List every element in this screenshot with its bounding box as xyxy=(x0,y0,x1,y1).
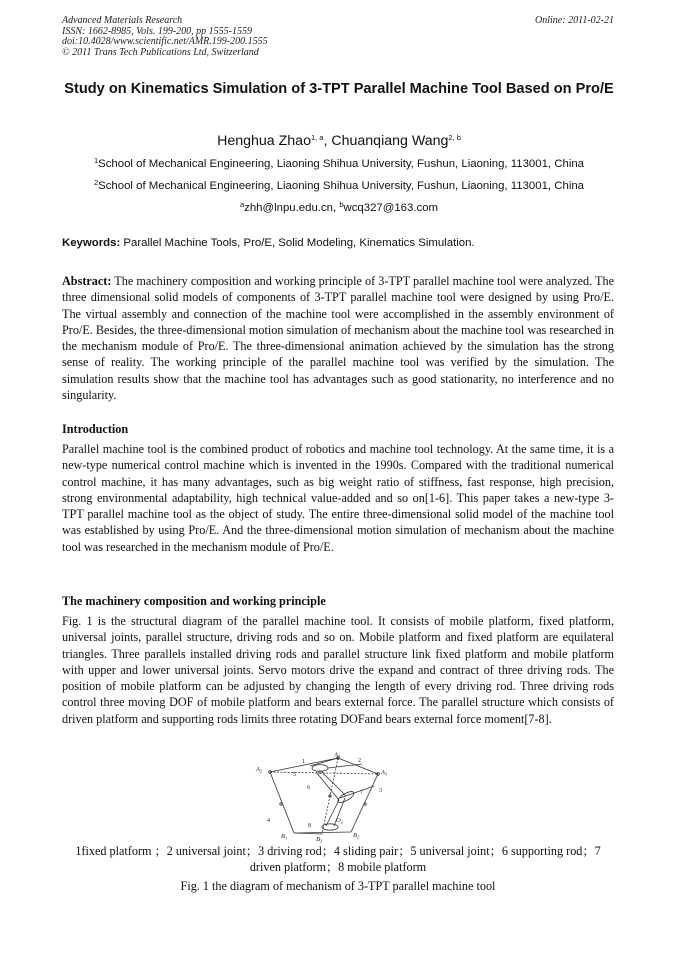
author-name: Henghua Zhao xyxy=(217,133,311,149)
doi-line: doi:10.4028/www.scientific.net/AMR.199-200.1555 xyxy=(62,36,268,48)
section-heading-introduction: Introduction xyxy=(62,422,129,436)
keywords-text: Parallel Machine Tools, Pro/E, Solid Modeling, Kinematics Simulation. xyxy=(123,237,475,249)
label-B1: $B_1$ xyxy=(281,833,288,841)
keywords-label: Keywords: xyxy=(62,237,121,249)
label-B3: $B_3$ xyxy=(316,836,323,844)
journal-header xyxy=(62,16,268,58)
label-A1: $A_1$ xyxy=(334,752,341,759)
label-7: 7 xyxy=(360,790,363,796)
label-4: 4 xyxy=(267,818,270,824)
affiliation-text: School of Mechanical Engineering, Liaoning Shihua University, Fushun, Liaoning, 113001, China xyxy=(98,158,585,170)
link-rod xyxy=(340,786,374,798)
email-link[interactable]: zhh@lnpu.edu.cn, xyxy=(244,202,337,214)
section-text-introduction: Parallel machine tool is the combined product of robotics and machine tool technology. At the same time, it is a new-type numerical control machine which is invented in the 1990s. Compared with the traditional numerical control machine, it has many advantages, such as big weight ratio of stiffness, fast response, high precision, strong environmental adaptability, high technical value-added and so on[1-6]. This paper takes a new-type 3-TPT parallel machine tool as the object of study. The entire three-dimensional solid model of the machine tool was established by using Pro/E. And the three-dimensional motion simulation of mechanism about the machine tool was researched in the mechanism module of Pro/E. xyxy=(62,442,614,554)
base-edge xyxy=(294,832,351,833)
label-O2: $O_2$ xyxy=(336,817,343,825)
affiliation-superscript: 1 xyxy=(93,156,99,165)
link-rod xyxy=(328,764,362,768)
affiliation-1 xyxy=(60,157,618,171)
label-A2: $A_2$ xyxy=(256,766,263,774)
lower-platform xyxy=(322,824,338,830)
section-heading-composition: The machinery composition and working principle xyxy=(62,594,326,608)
abstract xyxy=(62,273,614,403)
sliding-pair xyxy=(280,803,282,805)
driving-rod xyxy=(270,772,294,833)
sliding-pair xyxy=(364,803,366,805)
keywords xyxy=(62,236,616,250)
email-link[interactable]: wcq327@163.com xyxy=(343,202,439,214)
abstract-text: The machinery composition and working principle of 3-TPT parallel machine tool were analyzed. The three dimensional solid models of components of 3-TPT parallel machine tool were designed by using Pro/E. The virtual assembly and connection of the machine tool were accomplished in the assembly environment of Pro/E. Besides, the three-dimensional motion simulation of mechanism about the machine tool was researched in the mechanism module of Pro/E. The three-dimensional animation achieved by the simulation has the strong sense of reality. The working principle of the parallel machine tool was verified by the simulation. The simulation results show that the machine tool has advantages such as good stationarity, no interference and no singularity. xyxy=(62,274,614,403)
mechanism-diagram xyxy=(250,752,410,844)
email-superscript: b xyxy=(339,200,344,209)
author-list: Henghua Zhao$^{1, a}$, Chuanqiang Wang$^{2, b}$ xyxy=(217,133,461,149)
mobile-platform xyxy=(336,789,355,804)
issn-line: ISSN: 1662-8985, Vols. 199-200, pp 1555-1559 xyxy=(62,25,252,37)
label-5: 5 xyxy=(293,772,296,778)
label-A3: $A_3$ xyxy=(381,769,388,777)
email-superscript: a xyxy=(239,200,245,209)
affiliation-text: School of Mechanical Engineering, Liaoning Shihua University, Fushun, Liaoning, 113001, China xyxy=(98,180,585,192)
section-text-composition: Fig. 1 is the structural diagram of the parallel machine tool. It consists of mobile platform, fixed platform, universal joints, parallel structure, driving rods and so on. Mobile platform and fixed platform are equilateral triangles. Three parallels installed driving rods and parallel structure link fixed platform and mobile platform with upper and lower universal joints. Servo motors drive the expand and contract of three driving rods. The position of mobile platform can be adjusted by changing the length of every driving rod. Three driving rods control three moving DOF of mobile platform and bears external force. The parallel structure which consists of driven platform and supporting rods limits three rotating DOFand bears external force moment[7-8]. xyxy=(62,614,614,726)
copyright-line: © 2011 Trans Tech Publications Ltd, Switzerland xyxy=(62,46,259,58)
email-line xyxy=(60,201,618,215)
label-O1: $O_1$ xyxy=(318,769,325,777)
figure-caption: Fig. 1 the diagram of mechanism of 3-TPT parallel machine tool xyxy=(180,879,496,893)
label-B2: $B_2$ xyxy=(353,832,360,840)
author-superscript: 1, a xyxy=(310,133,324,142)
paper-title: Study on Kinematics Simulation of 3-TPT Parallel Machine Tool Based on Pro/E xyxy=(64,81,614,97)
base-edge xyxy=(294,833,322,834)
label-3: 3 xyxy=(379,788,382,794)
journal-name: Advanced Materials Research xyxy=(62,15,183,26)
affiliation-superscript: 2 xyxy=(93,178,99,187)
label-8: 8 xyxy=(308,823,311,829)
label-6: 6 xyxy=(307,785,310,791)
affiliation-2 xyxy=(60,179,618,193)
abstract-label: Abstract: xyxy=(62,274,112,288)
author-name: Chuanqiang Wang xyxy=(331,133,449,149)
online-date: Online: 2011-02-21 xyxy=(535,15,614,26)
author-superscript: 2, b xyxy=(448,133,461,142)
figure-legend: 1fixed platform ；2 universal joint；3 driving rod；4 sliding pair；5 universal joint；6 supporting rod；7 driven platform；8 mobile platform xyxy=(75,844,601,874)
label-2: 2 xyxy=(358,758,361,764)
label-1: 1 xyxy=(302,759,305,765)
